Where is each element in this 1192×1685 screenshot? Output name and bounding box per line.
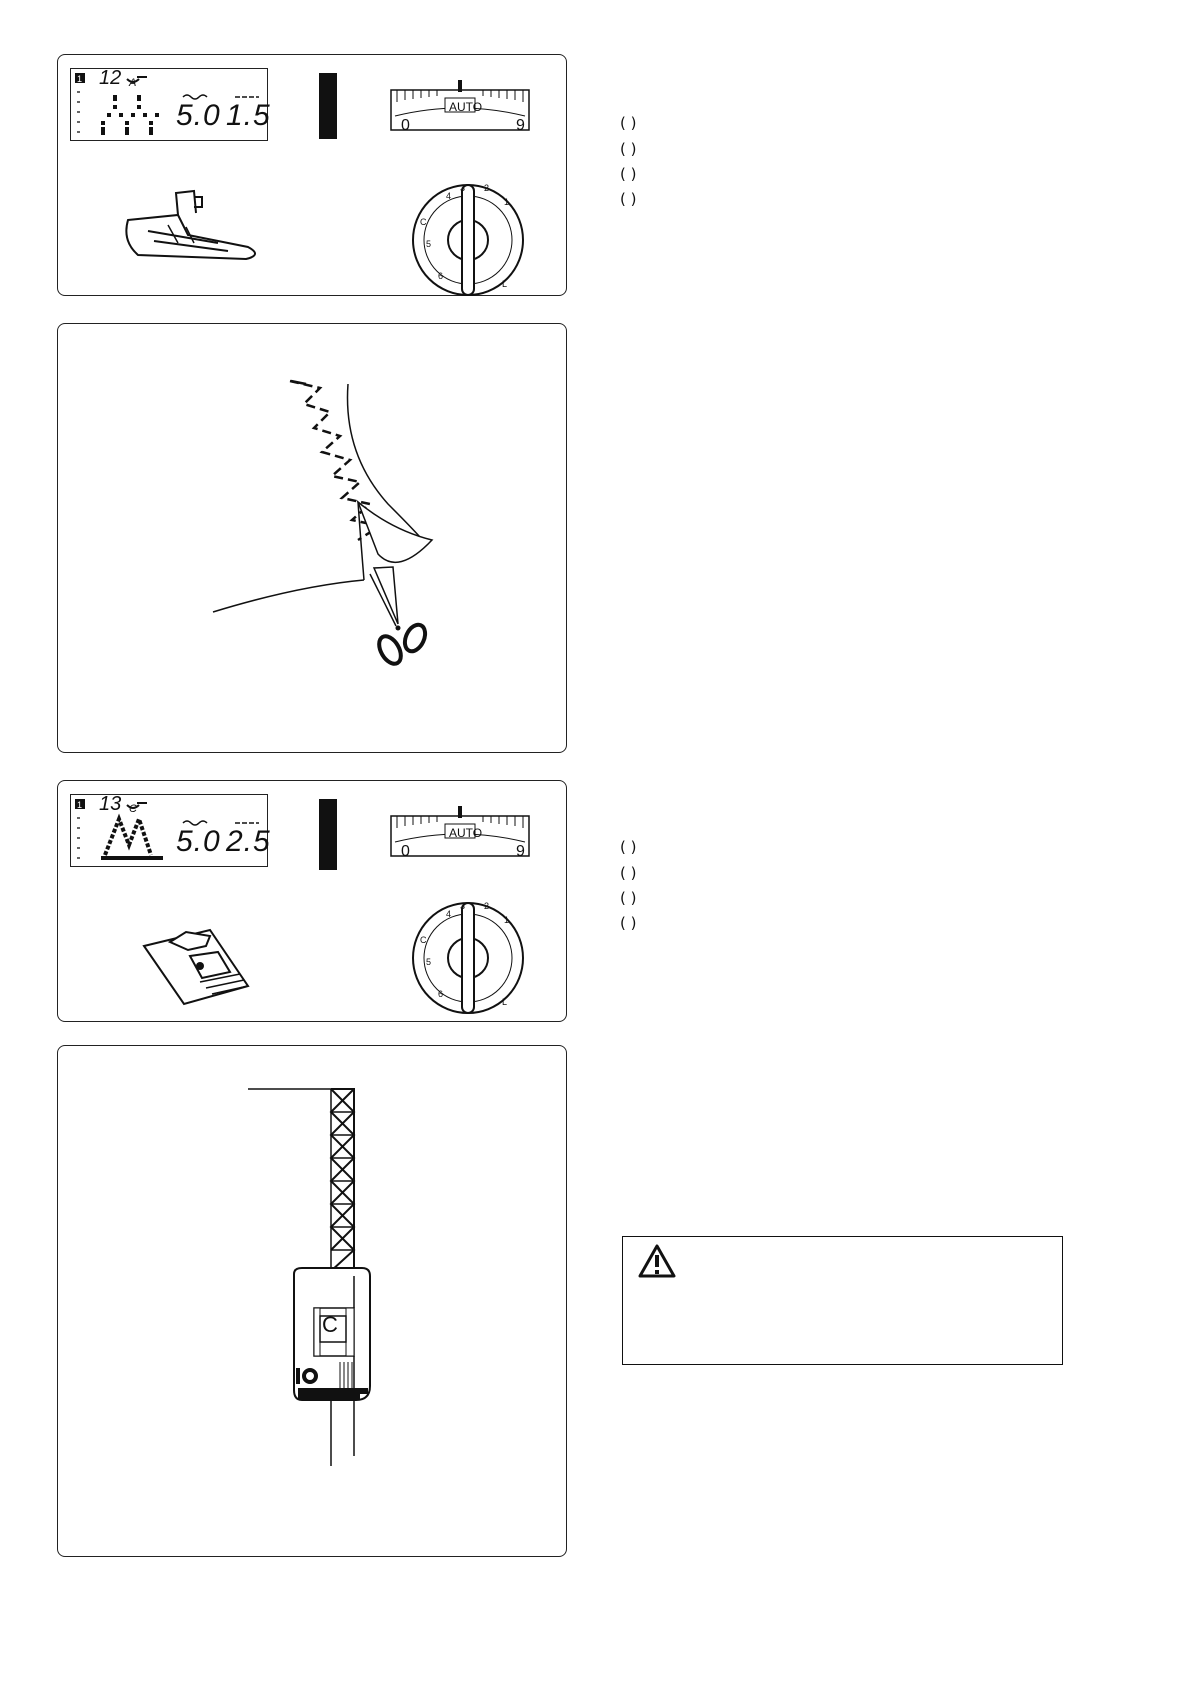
svg-text:L: L xyxy=(502,997,508,1007)
black-bar xyxy=(319,799,337,870)
lcd-display xyxy=(70,793,271,867)
marker-item: ( ) xyxy=(620,838,637,856)
svg-text:3: 3 xyxy=(460,183,466,193)
marker-item: ( ) xyxy=(620,114,637,132)
stitch-width-value: 5.0 xyxy=(176,825,221,858)
svg-text:2: 2 xyxy=(484,183,490,193)
tension-min-label: 0 xyxy=(401,117,410,134)
caution-box xyxy=(622,1236,1063,1365)
svg-text:1: 1 xyxy=(504,197,510,207)
tension-max-label: 9 xyxy=(516,117,525,134)
svg-text:6: 6 xyxy=(438,271,444,281)
marker-item: ( ) xyxy=(620,864,637,882)
stitch-width-value: 5.0 xyxy=(176,99,221,132)
figure-panel-overcast-edge xyxy=(57,1045,567,1557)
svg-text:2: 2 xyxy=(484,901,490,911)
tension-auto-label: AUTO xyxy=(449,100,483,114)
tension-max-label: 9 xyxy=(516,843,525,860)
trim-seam-illustration xyxy=(58,324,568,754)
svg-text:1: 1 xyxy=(77,800,83,810)
pattern-number: 12 xyxy=(99,67,122,89)
presser-foot-c-illustration xyxy=(140,916,270,1016)
stitch-length-value: 2.5 xyxy=(226,825,271,858)
svg-text:3: 3 xyxy=(460,901,466,911)
marker-item: ( ) xyxy=(620,889,637,907)
svg-text:1: 1 xyxy=(504,915,510,925)
svg-text:L: L xyxy=(502,279,508,289)
marker-item: ( ) xyxy=(620,140,637,158)
tension-dial xyxy=(385,80,535,152)
foot-letter: A xyxy=(129,77,137,89)
svg-text:5: 5 xyxy=(426,957,432,967)
marker-item: ( ) xyxy=(620,914,637,932)
svg-text:4: 4 xyxy=(446,191,452,201)
overcast-edge-illustration xyxy=(58,1046,568,1558)
presser-foot-a-illustration xyxy=(108,185,288,285)
tension-auto-label: AUTO xyxy=(449,826,483,840)
scissors-icon xyxy=(370,567,429,667)
warning-triangle-icon xyxy=(637,1243,677,1279)
stitch-selector-dial xyxy=(398,175,538,315)
foot-letter-label: C xyxy=(322,1312,338,1337)
figure-panel-trim-seam xyxy=(57,323,567,753)
foot-letter: C xyxy=(129,803,137,815)
tension-dial xyxy=(385,806,535,878)
lcd-display xyxy=(70,67,271,141)
stitch-length-value: 1.5 xyxy=(226,99,271,132)
tension-min-label: 0 xyxy=(401,843,410,860)
marker-item: ( ) xyxy=(620,165,637,183)
marker-item: ( ) xyxy=(620,190,637,208)
svg-text:1: 1 xyxy=(77,74,83,84)
svg-text:6: 6 xyxy=(438,989,444,999)
stitch-selector-dial xyxy=(398,893,538,1033)
black-bar xyxy=(319,73,337,139)
svg-text:4: 4 xyxy=(446,909,452,919)
pattern-number: 13 xyxy=(99,793,122,815)
svg-text:5: 5 xyxy=(426,239,432,249)
figure-panel-zigzag-settings xyxy=(57,54,567,296)
svg-text:C: C xyxy=(420,935,427,945)
svg-text:C: C xyxy=(420,217,427,227)
figure-panel-overcast-settings xyxy=(57,780,567,1022)
